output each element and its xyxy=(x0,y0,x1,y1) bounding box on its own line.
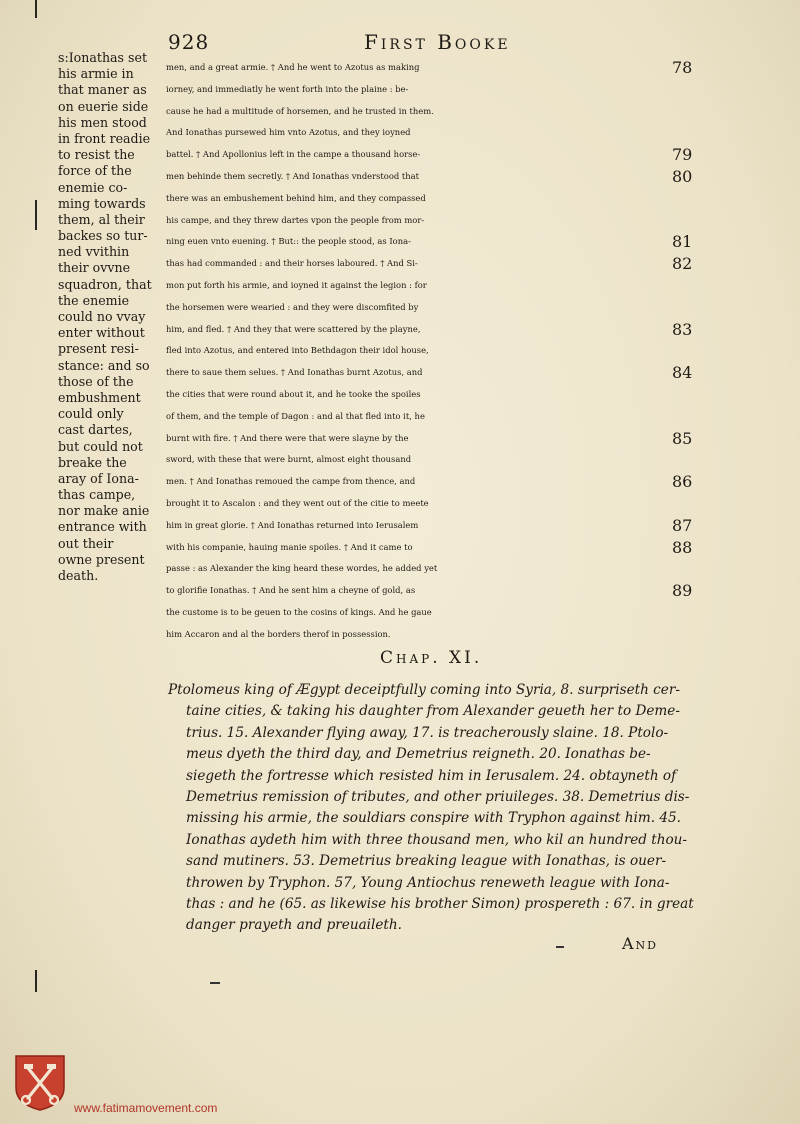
body-line: the horsemen were wearied : and they were discomfited by xyxy=(166,301,419,312)
summary-line: meus dyeth the third day, and Demetrius reigneth. 20. Ionathas be- xyxy=(186,746,651,763)
verse-number: 79 xyxy=(672,145,693,165)
margin-note-line: squadron, that xyxy=(58,276,152,292)
catchword: And xyxy=(622,934,658,953)
verse-number: 88 xyxy=(672,537,693,557)
body-line: passe : as Alexander the king heard these wordes, he added yet xyxy=(166,563,438,574)
body-line: his campe, and they threw dartes vpon the people from mor- xyxy=(166,214,425,225)
body-line: to glorifie Ionathas. † And he sent him a cheyne of gold, as xyxy=(166,585,416,596)
body-line: of them, and the temple of Dagon : and al that fled into it, he xyxy=(166,410,425,421)
running-title: First Booke xyxy=(364,30,511,54)
summary-line: siegeth the fortresse which resisted him in Ierusalem. 24. obtayneth of xyxy=(186,767,677,784)
verse-number: 86 xyxy=(672,472,693,492)
margin-note-line: death. xyxy=(58,568,99,583)
margin-note-line: in front readie xyxy=(58,130,151,146)
margin-note-line: force of the xyxy=(58,163,132,179)
summary-line: taine cities, & taking his daughter from Alexander geueth her to Deme- xyxy=(186,703,680,720)
margin-note-line: could no vvay xyxy=(58,309,146,324)
body-line: him Accaron and al the borders therof in possession. xyxy=(166,628,391,639)
body-line: there was an embushement behind him, and they compassed xyxy=(166,192,426,203)
body-line: men behinde them secretly. † And Ionathas vnderstood that xyxy=(166,170,420,181)
margin-rule xyxy=(35,200,37,230)
margin-note-line: embushment xyxy=(58,389,141,405)
margin-note-line: present resi- xyxy=(58,341,139,357)
ink-mark xyxy=(556,946,564,948)
margin-note-line: the enemie xyxy=(58,292,130,308)
margin-note-line: his men stood xyxy=(58,114,147,130)
margin-note xyxy=(58,50,158,584)
margin-note-line: breake the xyxy=(58,454,127,470)
margin-note-line: that maner as xyxy=(58,82,147,98)
body-line: ning euen vnto euening. † But:: the people stood, as Iona- xyxy=(166,236,411,247)
margin-note-line: aray of Iona- xyxy=(58,470,139,486)
margin-note-line: thas campe, xyxy=(58,487,136,503)
summary-line: sand mutiners. 53. Demetrius breaking league with Ionathas, is ouer- xyxy=(186,853,667,870)
verse-number: 87 xyxy=(672,515,693,535)
chapter-heading: Chap. XI. xyxy=(380,648,483,668)
summary-line: throwen by Tryphon. 57, Young Antiochus reneweth league with Iona- xyxy=(186,874,670,891)
body-line: men. † And Ionathas remoued the campe from thence, and xyxy=(166,476,416,487)
margin-note-line: to resist the xyxy=(58,147,135,163)
body-line: cause he had a multitude of horsemen, and he trusted in them. xyxy=(166,105,434,116)
body-line: And Ionathas pursewed him vnto Azotus, and they ioyned xyxy=(166,127,411,138)
papal-keys-logo-icon xyxy=(14,1054,66,1112)
margin-note-line: entrance with xyxy=(58,519,147,535)
body-line: thas had commanded : and their horses laboured. † And Si- xyxy=(166,258,418,269)
summary-line: Ionathas aydeth him with three thousand men, who kil an hundred thou- xyxy=(186,831,688,848)
verse-number: 89 xyxy=(672,581,693,601)
margin-note-line: backes so tur- xyxy=(58,228,148,244)
body-line: men, and a great armie. † And he went to Azotus as making xyxy=(166,62,420,72)
margin-rule xyxy=(35,970,37,992)
body-line: brought it to Ascalon : and they went out of the citie to meete xyxy=(166,497,429,508)
summary-line: missing his armie, the souldiars conspire with Tryphon against him. 45. xyxy=(186,810,681,827)
margin-note-line: them, al their xyxy=(58,211,145,227)
margin-note-line: ming towards xyxy=(58,195,146,211)
summary-line: danger prayeth and preuaileth. xyxy=(186,917,402,934)
body-line: the cities that were round about it, and he tooke the spoiles xyxy=(166,388,421,399)
margin-note-line: their ovvne xyxy=(58,260,131,276)
margin-note-line: on euerie side xyxy=(58,98,149,114)
margin-note-line: owne present xyxy=(58,551,145,567)
verse-number: 78 xyxy=(672,58,693,77)
margin-note-line: nor make anie xyxy=(58,503,150,519)
margin-rule xyxy=(35,0,37,18)
page-header xyxy=(168,30,708,58)
summary-line: thas : and he (65. as likewise his brother Simon) prospereth : 67. in great xyxy=(186,895,694,912)
body-line: mon put forth his armie, and ioyned it against the legion : for xyxy=(166,279,427,290)
margin-note-line: out their xyxy=(58,535,114,551)
verse-number: 81 xyxy=(672,232,693,252)
website-link[interactable]: www.fatimamovement.com xyxy=(74,1101,218,1115)
body-line: iorney, and immediatly he went forth into the plaine : be- xyxy=(166,83,409,94)
margin-note-line: his armie in xyxy=(58,66,134,82)
summary-line: Demetrius remission of tributes, and other priuileges. 38. Demetrius dis- xyxy=(186,788,690,805)
margin-note-line: stance: and so xyxy=(58,357,150,373)
verse-number: 83 xyxy=(672,319,693,339)
margin-note-line: ned vvithin xyxy=(58,244,130,260)
body-line: him in great glorie. † And Ionathas returned into Ierusalem xyxy=(166,519,419,530)
margin-note-line: but could not xyxy=(58,438,143,454)
body-line: him, and fled. † And they that were scattered by the playne, xyxy=(166,323,421,334)
margin-note-line: enter without xyxy=(58,325,145,341)
summary-line: Ptolomeus king of Ægypt deceiptfully coming into Syria, 8. surpriseth cer- xyxy=(168,682,680,698)
body-line: burnt with fire. † And there were that were slayne by the xyxy=(166,432,409,443)
summary-line: trius. 15. Alexander flying away, 17. is treacherously slaine. 18. Ptolo- xyxy=(186,724,669,741)
verse-number: 82 xyxy=(672,254,693,274)
body-line: battel. † And Apollonius left in the campe a thousand horse- xyxy=(166,149,421,160)
verse-number: 85 xyxy=(672,428,693,448)
verse-number: 80 xyxy=(672,167,693,186)
margin-note-line: could only xyxy=(58,406,124,422)
chapter-summary xyxy=(168,680,708,937)
margin-note-line: enemie co- xyxy=(58,179,128,195)
verse-number: 84 xyxy=(672,363,693,383)
body-line: sword, with these that were burnt, almost eight thousand xyxy=(166,454,412,465)
ink-mark xyxy=(210,982,220,984)
page-number: 928 xyxy=(168,30,210,54)
body-line: with his companie, hauing manie spoiles. † And it came to xyxy=(166,541,413,552)
margin-note-line: s:Ionathas set xyxy=(58,50,148,65)
margin-note-line: those of the xyxy=(58,373,134,389)
body-line: fled into Azotus, and entered into Bethdagon their idol house, xyxy=(166,345,429,356)
margin-note-line: cast dartes, xyxy=(58,422,133,438)
body-text xyxy=(166,57,678,646)
body-line: there to saue them selues. † And Ionathas burnt Azotus, and xyxy=(166,367,423,378)
body-line: the custome is to be geuen to the cosins of kings. And he gaue xyxy=(166,606,432,617)
